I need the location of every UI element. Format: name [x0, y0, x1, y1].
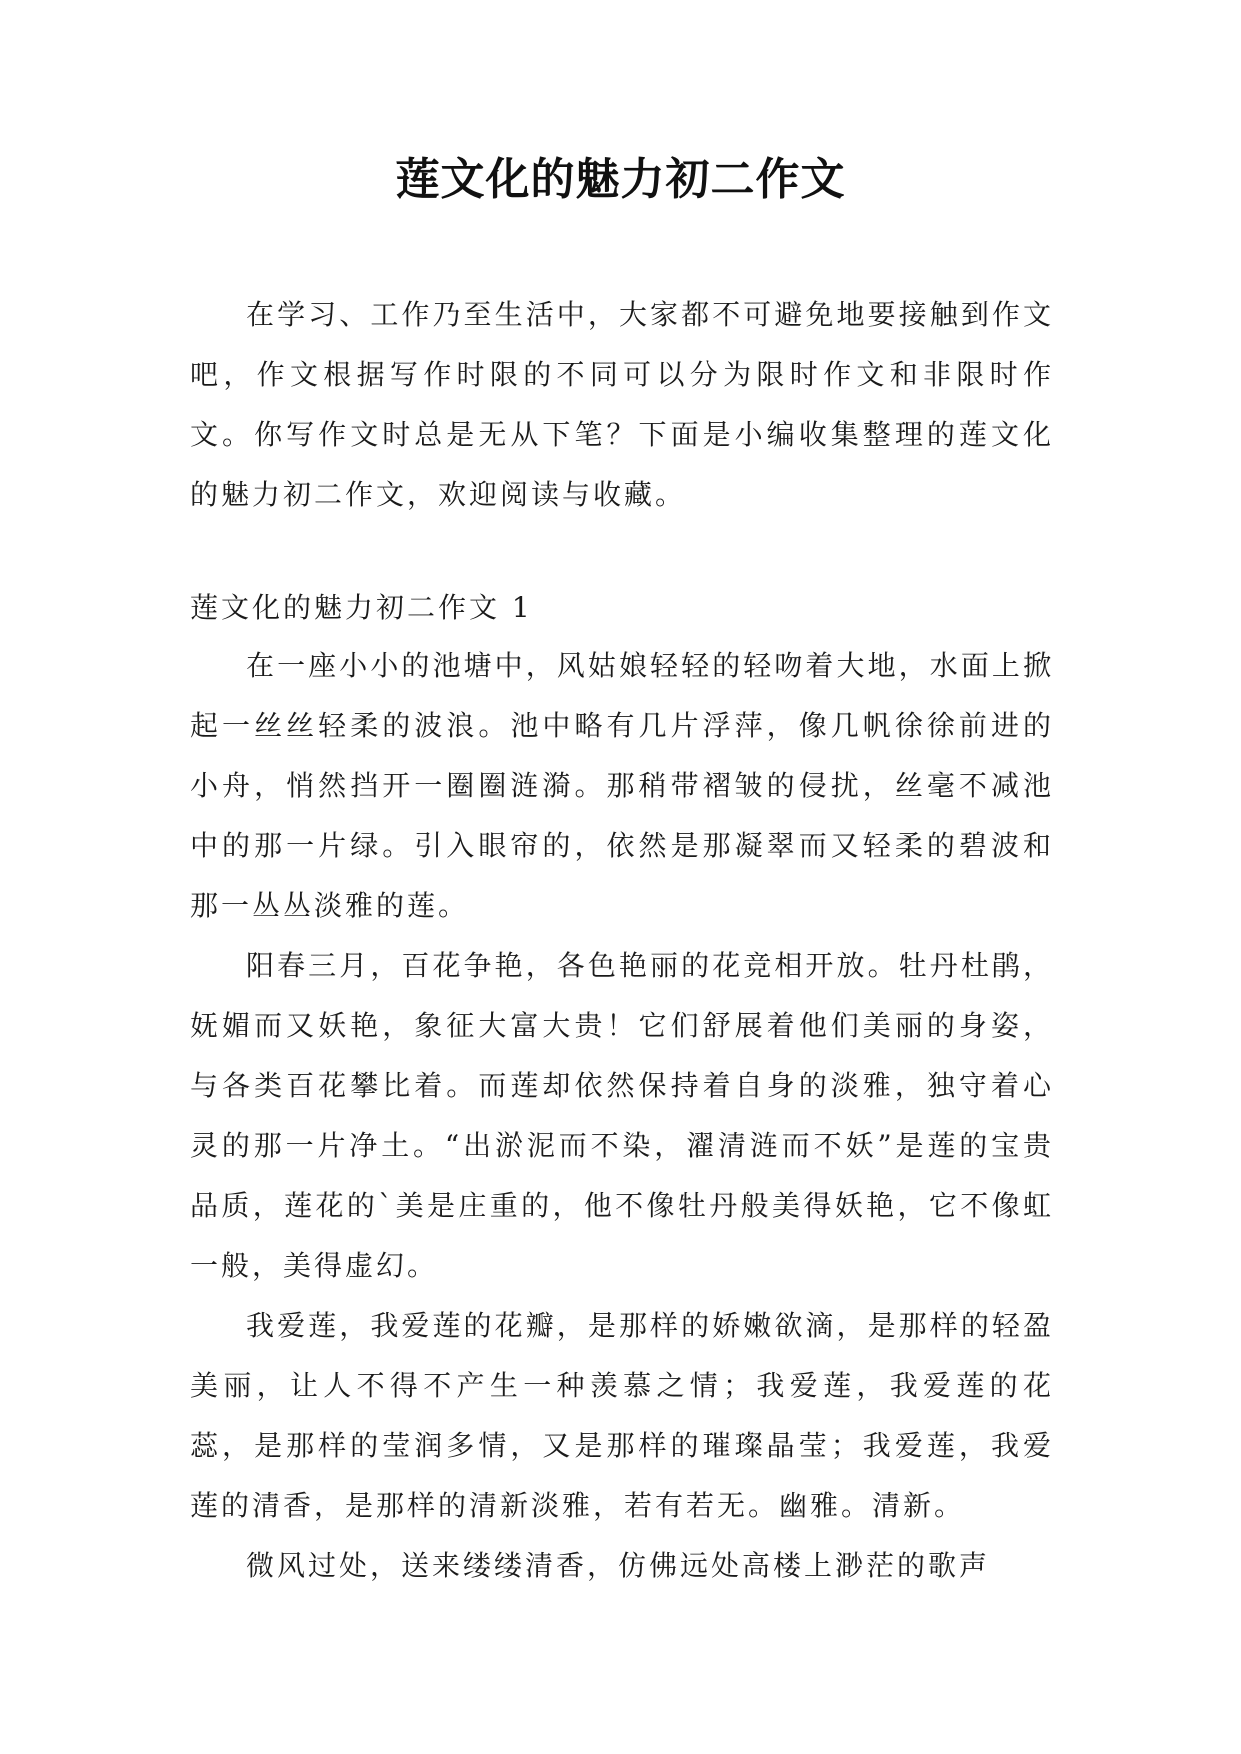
section-heading: 莲文化的魅力初二作文 1 — [190, 591, 533, 624]
document-title: 莲文化的魅力初二作文 — [395, 154, 846, 205]
essay-body — [190, 636, 1054, 1596]
essay-paragraph-4: 微风过处，送来缕缕清香，仿佛远处高楼上渺茫的歌声 — [246, 1549, 991, 1582]
intro-paragraph: 在学习、工作乃至生活中，大家都不可避免地要接触到作文吧，作文根据写作时限的不同可以分为限时作文和非限时作文。你写作文时总是无从下笔？下面是小编收集整理的莲文化的魅力初二作文，欢迎阅读与收藏。 — [190, 298, 1054, 511]
essay-paragraph-3: 我爱莲，我爱莲的花瓣，是那样的娇嫩欲滴，是那样的轻盈美丽，让人不得不产生一种羡慕之情；我爱莲，我爱莲的花蕊，是那样的莹润多情，又是那样的璀璨晶莹；我爱莲，我爱莲的清香，是那样的清新淡雅，若有若无。幽雅。清新。 — [190, 1309, 1054, 1522]
essay-paragraph-1: 在一座小小的池塘中，风姑娘轻轻的轻吻着大地，水面上掀起一丝丝轻柔的波浪。池中略有几片浮萍，像几帆徐徐前进的小舟，悄然挡开一圈圈涟漪。那稍带褶皱的侵扰，丝毫不减池中的那一片绿。引入眼帘的，依然是那凝翠而又轻柔的碧波和那一丛丛淡雅的莲。 — [190, 649, 1054, 922]
essay-paragraph-2: 阳春三月，百花争艳，各色艳丽的花竞相开放。牡丹杜鹃，妩媚而又妖艳，象征大富大贵！它们舒展着他们美丽的身姿，与各类百花攀比着。而莲却依然保持着自身的淡雅，独守着心灵的那一片净土。“出淤泥而不染，濯清涟而不妖”是莲的宝贵品质，莲花的`美是庄重的，他不像牡丹般美得妖艳，它不像虹一般，美得虚幻。 — [190, 949, 1054, 1282]
intro-section — [190, 285, 1054, 525]
